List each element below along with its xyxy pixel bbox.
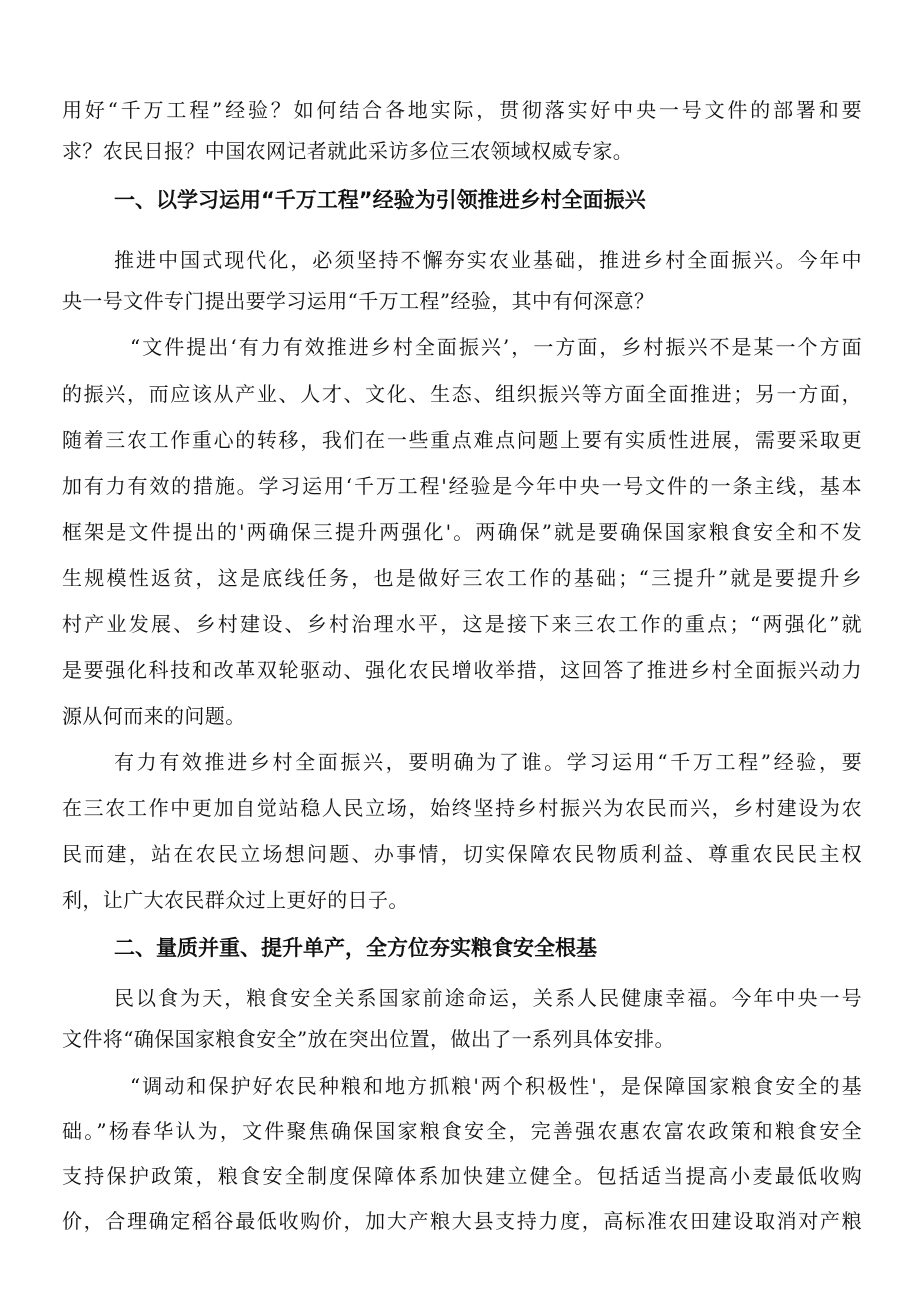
paragraph-line: 央一号文件专门提出要学习运用“千万工程”经验，其中有何深意？ <box>62 289 655 313</box>
paragraph-line: 加有力有效的措施。学习运用‘千万工程'经验是今年中央一号文件的一条主线，基本 <box>62 474 862 498</box>
paragraph-line: 支持保护政策，粮食安全制度保障体系加快建立健全。包括适当提高小麦最低收购 <box>62 1164 862 1188</box>
section-heading-1: 一、以学习运用“千万工程”经验为引领推进乡村全面振兴 <box>114 188 646 212</box>
paragraph-line: 随着三农工作重心的转移，我们在一些重点难点问题上要有实质性进展，需要采取更 <box>62 428 862 452</box>
paragraph-line: 民以食为天，粮食安全关系国家前途命运，关系人民健康幸福。今年中央一号 <box>114 986 862 1010</box>
paragraph-line: 民而建，站在农民立场想问题、办事情，切实保障农民物质利益、尊重农民民主权 <box>62 842 862 866</box>
paragraph-line: “调动和保护好农民种粮和地方抓粮'两个积极性'，是保障国家粮食安全的基 <box>130 1074 862 1098</box>
paragraph-line: 有力有效推进乡村全面振兴，要明确为了谁。学习运用“千万工程”经验，要 <box>114 750 862 774</box>
paragraph-line: 求？农民日报？中国农网记者就此采访多位三农领域权威专家。 <box>62 139 634 163</box>
paragraph-line: 是要强化科技和改革双轮驱动、强化农民增收举措，这回答了推进乡村全面振兴动力 <box>62 658 862 682</box>
paragraph-line: 生规模性返贫，这是底线任务，也是做好三农工作的基础；“三提升”就是要提升乡 <box>62 566 862 590</box>
paragraph-line: 源从何而来的问题。 <box>62 704 246 728</box>
paragraph-line: 推进中国式现代化，必须坚持不懈夯实农业基础，推进乡村全面振兴。今年中 <box>114 248 862 272</box>
section-heading-2: 二、量质并重、提升单产，全方位夯实粮食安全根基 <box>114 936 597 960</box>
paragraph-line: 框架是文件提出的'两确保三提升两强化'。两确保”就是要确保国家粮食安全和不发 <box>62 520 862 544</box>
paragraph-line: 用好“千万工程”经验？如何结合各地实际，贯彻落实好中央一号文件的部署和要 <box>62 98 862 122</box>
paragraph-line: 在三农工作中更加自觉站稳人民立场，始终坚持乡村振兴为农民而兴，乡村建设为农 <box>62 796 862 820</box>
paragraph-line: 文件将“确保国家粮食安全”放在突出位置，做出了一系列具体安排。 <box>62 1027 675 1051</box>
paragraph-line: 利，让广大农民群众过上更好的日子。 <box>62 888 409 912</box>
paragraph-line: 的振兴，而应该从产业、人才、文化、生态、组织振兴等方面全面推进；另一方面， <box>62 382 862 406</box>
paragraph-line: 础。”杨春华认为，文件聚焦确保国家粮食安全，完善强农惠农富农政策和粮食安全 <box>62 1119 862 1143</box>
paragraph-line: “文件提出‘有力有效推进乡村全面振兴’，一方面，乡村振兴不是某一个方面 <box>130 335 862 359</box>
paragraph-line: 价，合理确定稻谷最低收购价，加大产粮大县支持力度，高标准农田建设取消对产粮 <box>62 1209 862 1233</box>
paragraph-line: 村产业发展、乡村建设、乡村治理水平，这是接下来三农工作的重点；“两强化”就 <box>62 612 862 636</box>
